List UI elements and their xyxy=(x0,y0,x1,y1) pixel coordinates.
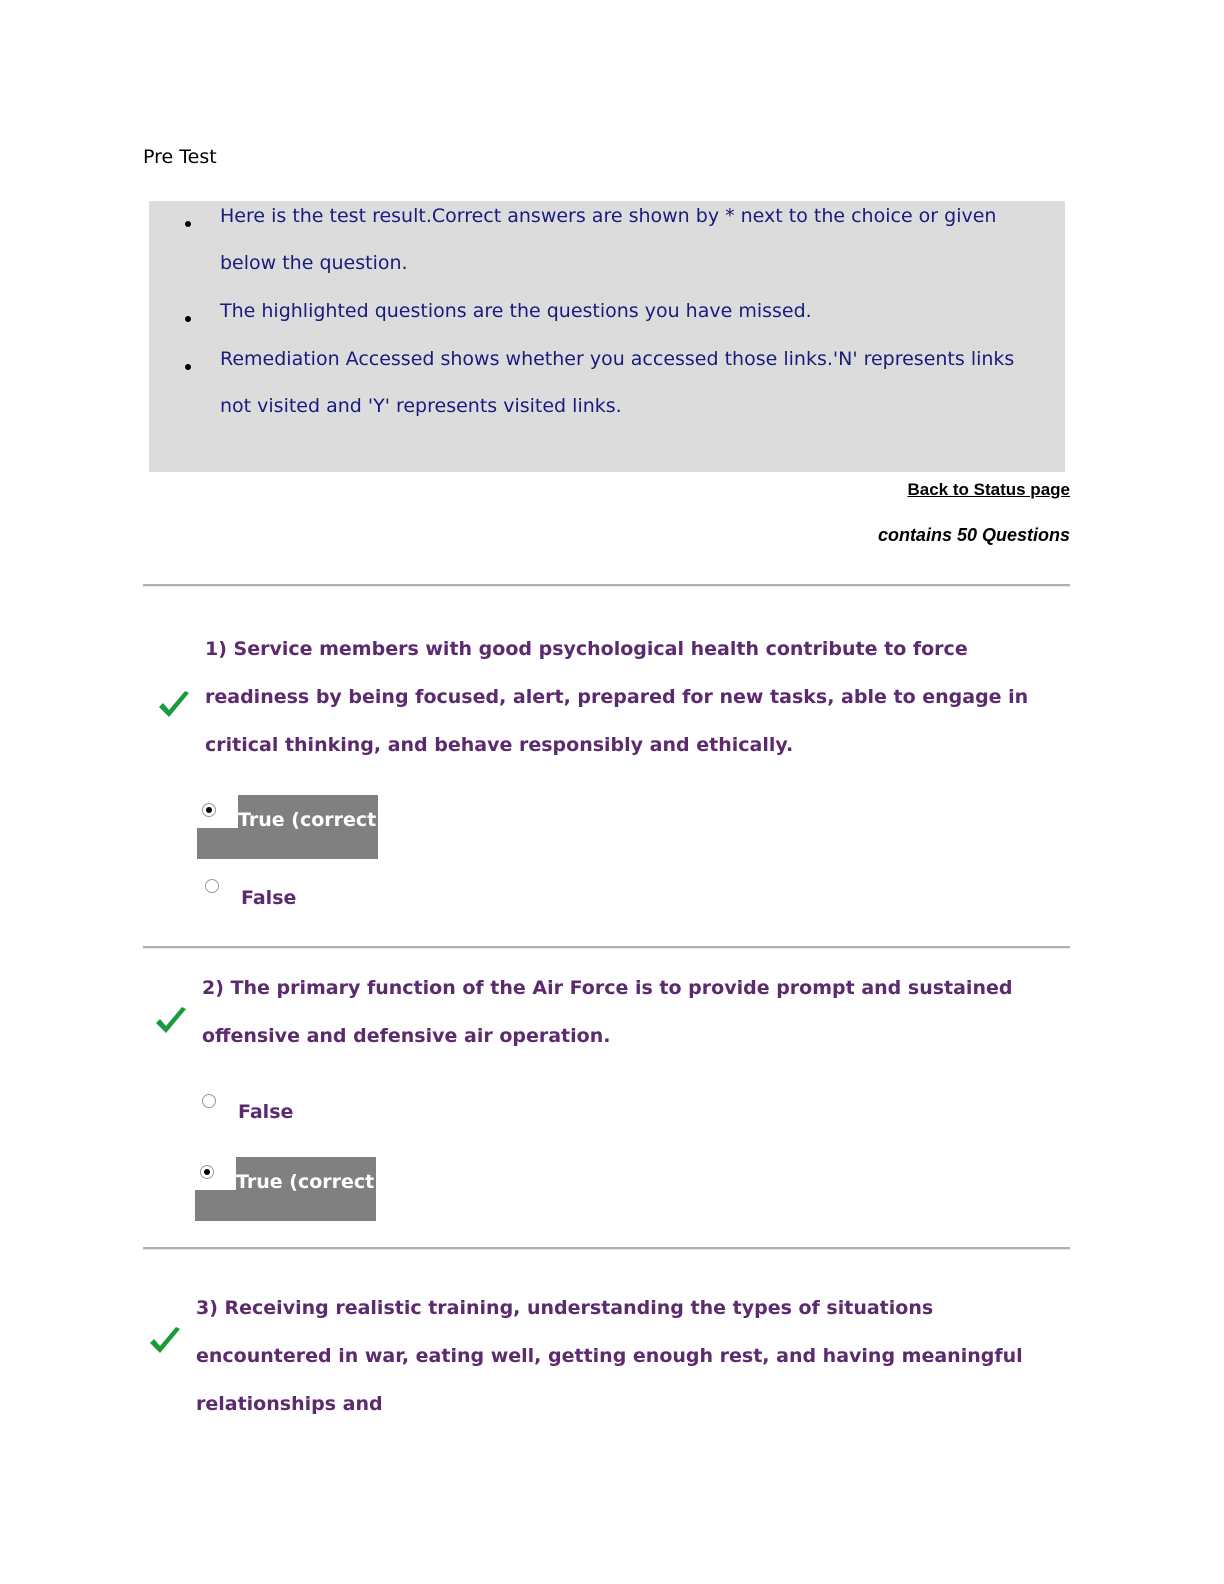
question-count: contains 50 Questions xyxy=(877,525,1070,545)
back-to-status-link[interactable]: Back to Status page xyxy=(907,480,1070,499)
question-text: 2) The primary function of the Air Force is to provide prompt and sustained offensive and defensive air operation. xyxy=(202,977,1013,1047)
question-text: 1) Service members with good psychological health contribute to force readiness by being focused, alert, prepared for new tasks, able to engage in critical thinking, and behave responsibly and ethically. xyxy=(205,638,1029,756)
radio-button[interactable] xyxy=(202,803,216,817)
check-icon xyxy=(157,690,191,720)
divider xyxy=(143,946,1070,949)
radio-button[interactable] xyxy=(205,879,219,893)
info-item-text: Remediation Accessed shows whether you accessed those links.'N' represents links not visited and 'Y' represents visited links. xyxy=(220,348,1015,417)
answer-label: False xyxy=(238,1101,294,1123)
question-text: 3) Receiving realistic training, understanding the types of situations encountered in war, eating well, getting enough rest, and having meaningful relationships and xyxy=(196,1297,1023,1415)
bullet-icon xyxy=(185,221,191,227)
bullet-icon xyxy=(185,364,191,370)
info-item-text: Here is the test result.Correct answers are shown by * next to the choice or given below the question. xyxy=(220,205,997,274)
answer-option-selected[interactable] xyxy=(195,1157,383,1221)
divider xyxy=(143,1247,1070,1250)
bullet-icon xyxy=(185,316,191,322)
page-title: Pre Test xyxy=(143,146,217,168)
answer-label: True (correct) xyxy=(236,1171,383,1193)
check-icon xyxy=(154,1006,188,1036)
answer-label: False xyxy=(241,887,297,909)
radio-button[interactable] xyxy=(200,1165,214,1179)
info-box xyxy=(149,201,1065,472)
radio-button[interactable] xyxy=(202,1094,216,1108)
info-item-text: The highlighted questions are the questions you have missed. xyxy=(220,300,812,322)
check-icon xyxy=(148,1326,182,1356)
answer-label: True (correct) xyxy=(238,809,385,831)
answer-option-selected[interactable] xyxy=(197,795,385,859)
divider xyxy=(143,584,1070,587)
